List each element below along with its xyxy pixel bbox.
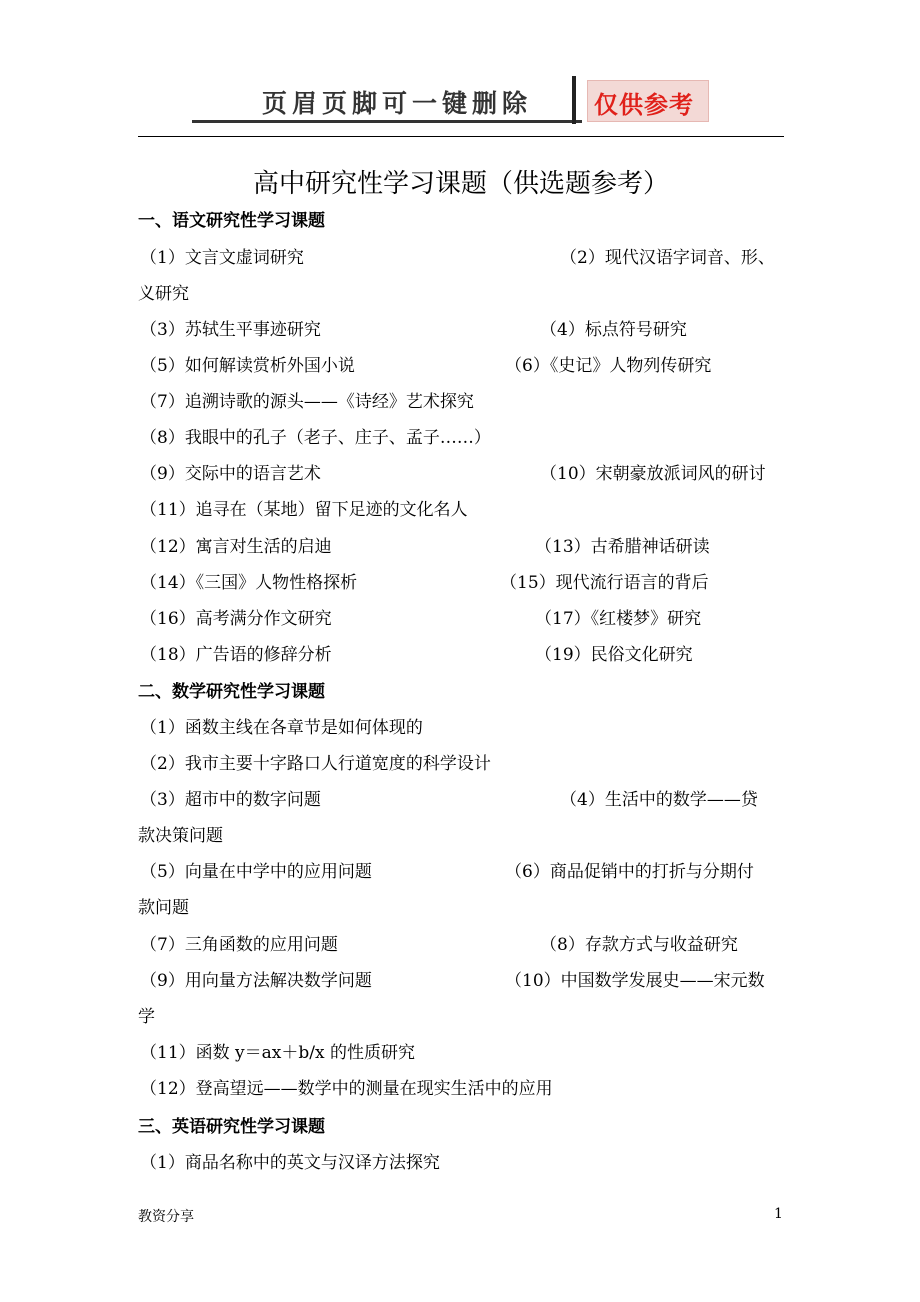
header-banner: [192, 72, 732, 124]
topic-item: （8）存款方式与收益研究: [540, 935, 738, 955]
topic-item: （5）如何解读赏析外国小说: [140, 356, 355, 376]
topic-item: （4）生活中的数学——贷: [560, 790, 758, 810]
topic-item: （16）高考满分作文研究: [140, 609, 332, 629]
topic-item: （6）商品促销中的打折与分期付: [505, 862, 754, 882]
topic-item: （1）文言文虚词研究: [140, 248, 304, 268]
header-banner-text: 页眉页脚可一键删除: [262, 89, 533, 118]
header-rule: [138, 136, 784, 137]
reference-only-badge: [587, 80, 709, 122]
topic-item: （14）《三国》人物性格探析: [140, 573, 358, 593]
topic-item: （9）用向量方法解决数学问题: [140, 971, 372, 991]
topic-item: （17）《红楼梦》研究: [535, 609, 702, 629]
topic-item: 款问题: [138, 898, 189, 918]
topic-item: （8）我眼中的孔子（老子、庄子、孟子……）: [140, 428, 491, 448]
topic-item: （13）古希腊神话研读: [535, 537, 710, 557]
topic-item: （18）广告语的修辞分析: [140, 645, 332, 665]
topic-item: （12）寓言对生活的启迪: [140, 537, 332, 557]
topic-item: （10）中国数学发展史——宋元数: [505, 971, 765, 991]
header-divider: [572, 76, 576, 124]
topic-item: （5）向量在中学中的应用问题: [140, 862, 372, 882]
topic-item: 学: [138, 1007, 155, 1027]
topic-item: 款决策问题: [138, 826, 223, 846]
topic-item: （2）我市主要十字路口人行道宽度的科学设计: [140, 754, 491, 774]
topic-item: （15）现代流行语言的背后: [500, 573, 709, 593]
topic-item: （9）交际中的语言艺术: [140, 464, 321, 484]
topic-item: （6）《史记》人物列传研究: [505, 356, 712, 376]
section-heading-english: 三、英语研究性学习课题: [138, 1117, 325, 1137]
topic-item: （7）追溯诗歌的源头——《诗经》艺术探究: [140, 392, 474, 412]
badge-text: 仅供参考: [594, 91, 694, 119]
topic-item: （19）民俗文化研究: [535, 645, 693, 665]
topic-item: （2）现代汉语字词音、形、: [560, 248, 775, 268]
page-number: 1: [774, 1206, 783, 1222]
topic-item: （1）函数主线在各章节是如何体现的: [140, 718, 423, 738]
topic-item: （7）三角函数的应用问题: [140, 935, 338, 955]
header-underline: [192, 120, 582, 123]
topic-item: （3）苏轼生平事迹研究: [140, 320, 321, 340]
section-heading-math: 二、数学研究性学习课题: [138, 682, 325, 702]
section-heading-chinese: 一、语文研究性学习课题: [138, 211, 325, 231]
topic-item: （3）超市中的数字问题: [140, 790, 321, 810]
topic-item: （12）登高望远——数学中的测量在现实生活中的应用: [140, 1079, 553, 1099]
topic-item: （1）商品名称中的英文与汉译方法探究: [140, 1153, 440, 1173]
topic-item: 义研究: [138, 284, 189, 304]
topic-item: （4）标点符号研究: [540, 320, 687, 340]
footer-label: 教资分享: [138, 1209, 194, 1225]
topic-item: （10）宋朝豪放派词风的研讨: [540, 464, 766, 484]
topic-item: （11）函数 y＝ax＋b/x 的性质研究: [140, 1043, 415, 1063]
topic-item: （11）追寻在（某地）留下足迹的文化名人: [140, 500, 468, 520]
document-title: 高中研究性学习课题（供选题参考）: [252, 169, 669, 199]
